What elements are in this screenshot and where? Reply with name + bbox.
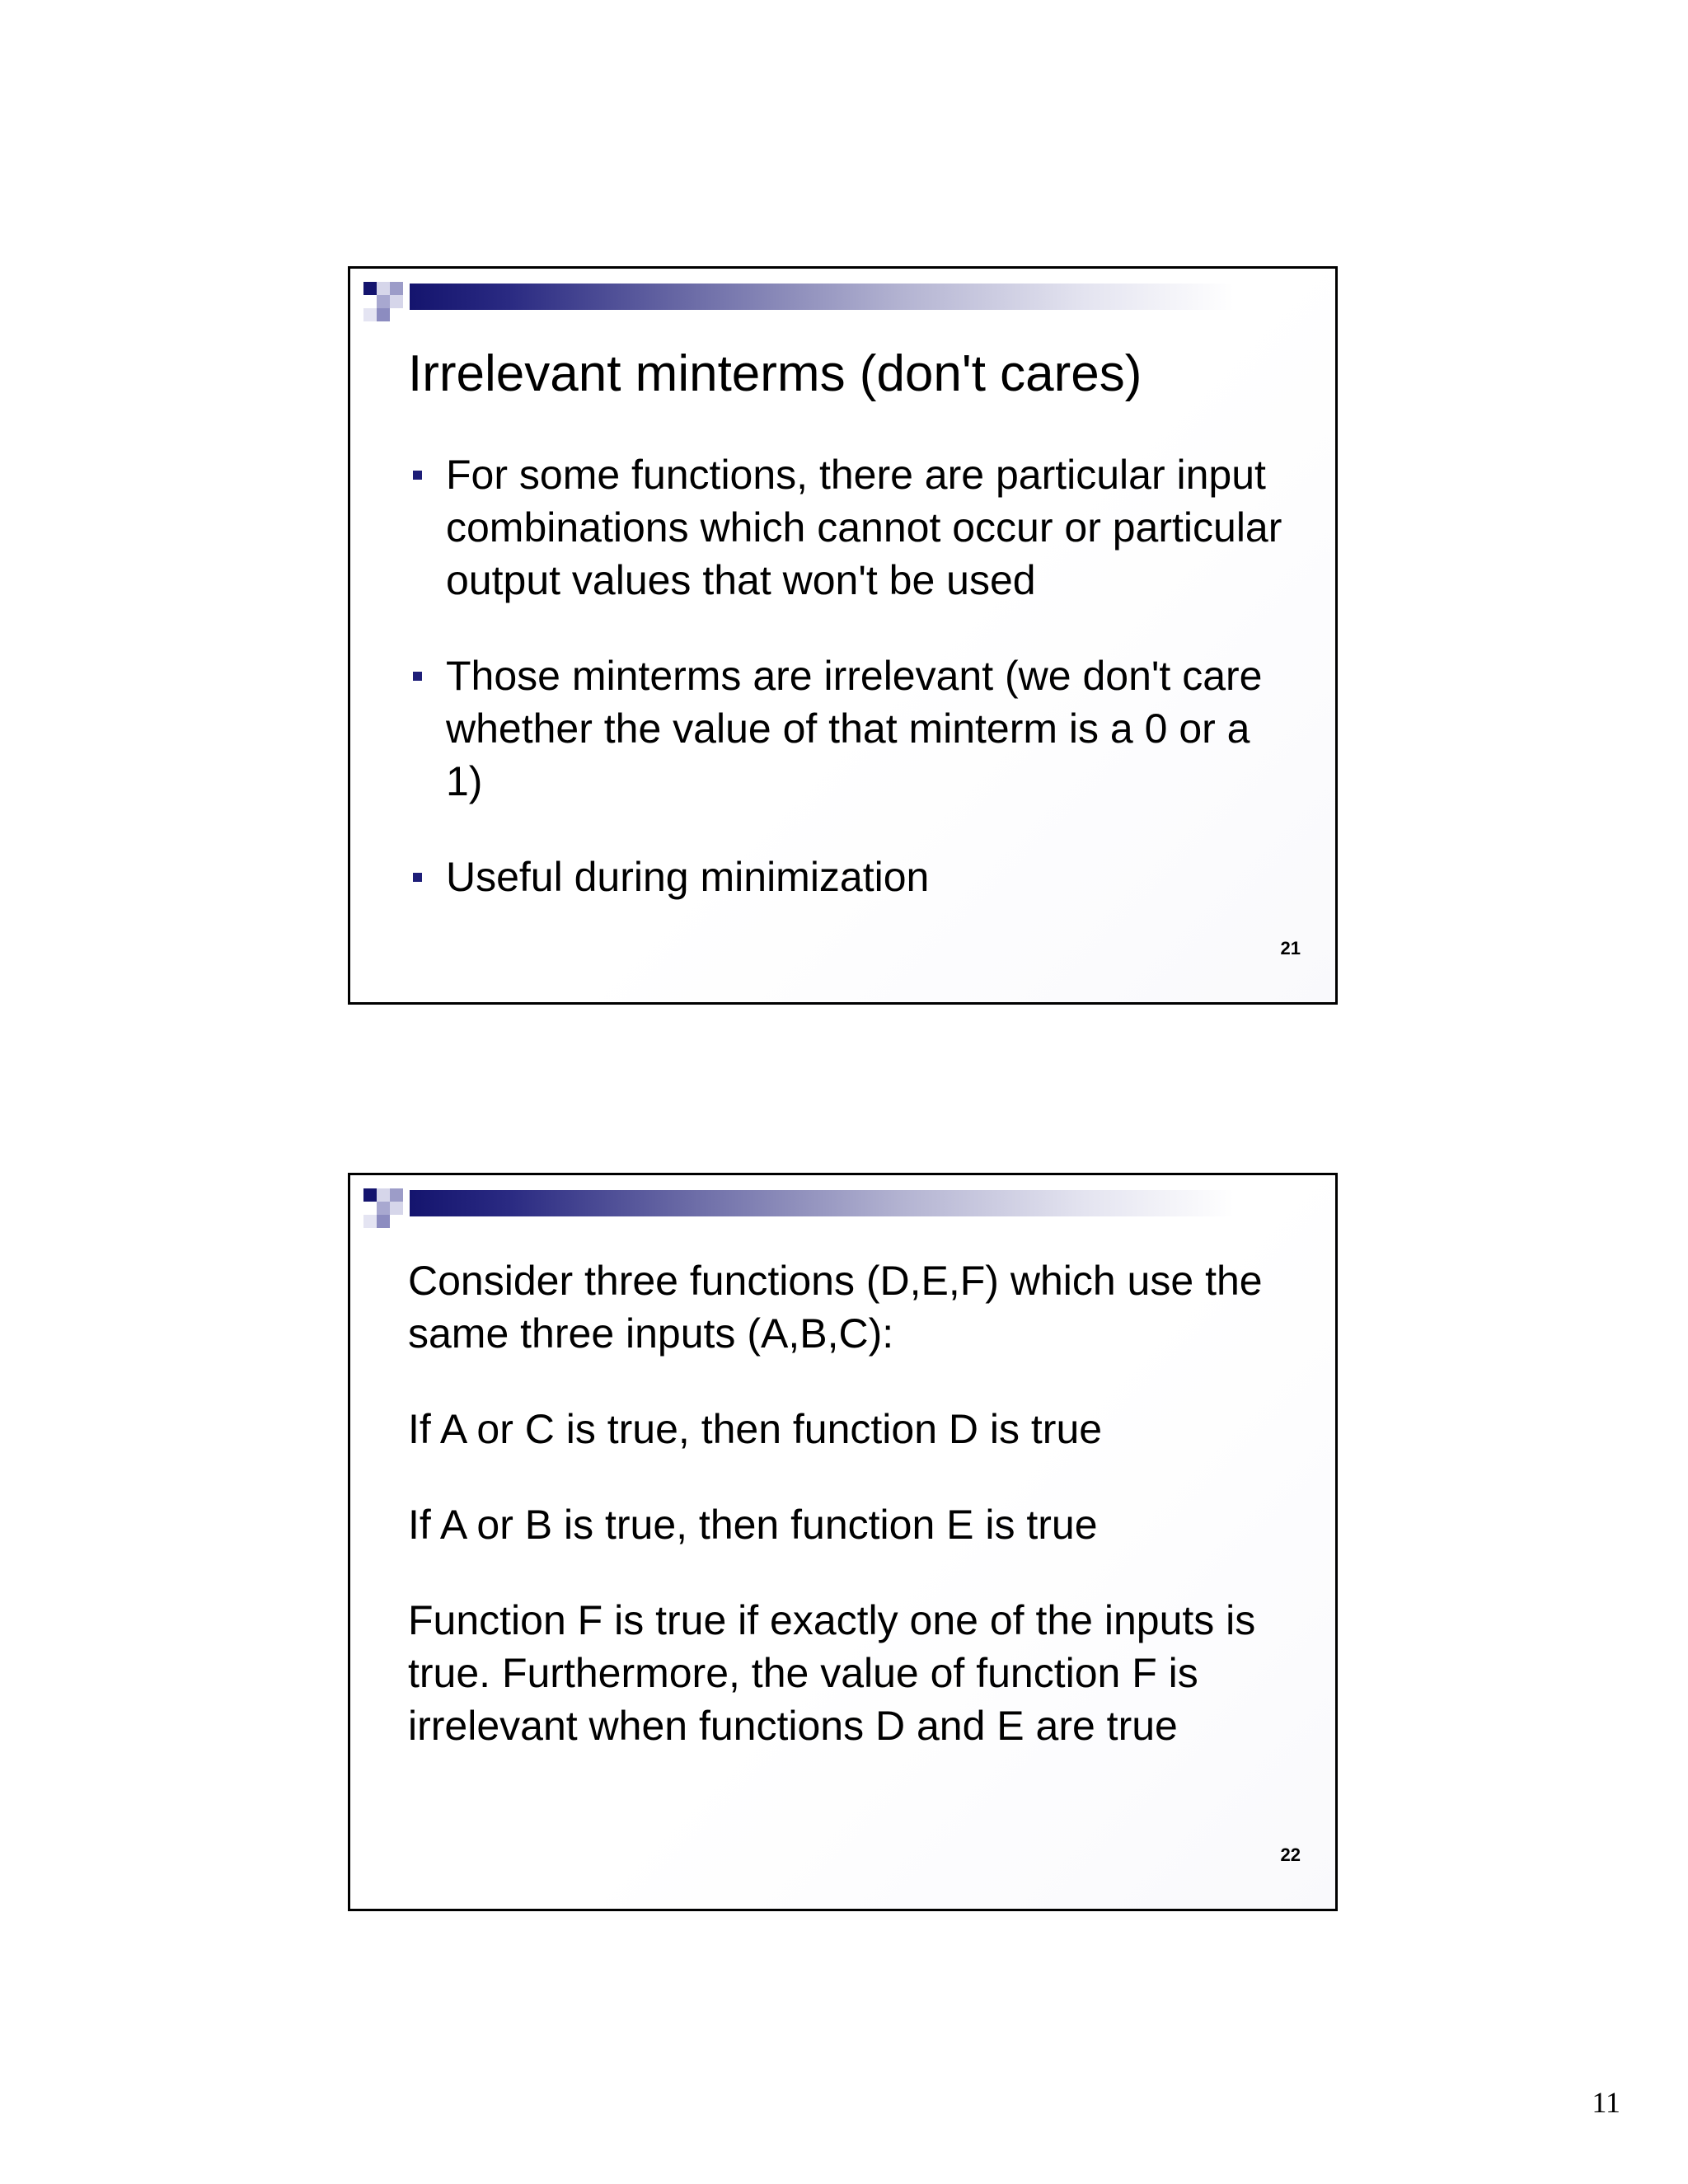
deco-square [363,1188,377,1202]
page-number: 11 [1592,2086,1620,2119]
deco-square [377,295,390,308]
bullet-item [408,649,1290,808]
slide-number: 21 [1280,938,1301,958]
deco-square [377,1215,390,1228]
bullet-item [408,851,1290,903]
bullet-list [408,448,1290,946]
deco-square [377,282,390,295]
bullet-text: Those minterms are irrelevant (we don't care whether the value of that minterm is a 0 or a 1) [446,653,1263,804]
bullet-square-icon [413,672,422,681]
deco-square [363,308,377,321]
deco-square [377,1202,390,1215]
deco-square [363,282,377,295]
slide-22 [348,1173,1338,1911]
slide-body [408,1254,1298,1795]
slide-21 [348,266,1338,1005]
deco-square [363,1215,377,1228]
body-paragraph: If A or B is true, then function E is true [408,1502,1098,1548]
deco-square [377,1188,390,1202]
body-paragraph: If A or C is true, then function D is true [408,1406,1103,1452]
deco-square [390,295,403,308]
slide-number: 22 [1280,1844,1301,1865]
header-gradient-bar [410,1190,1234,1216]
bullet-item [408,448,1290,607]
deco-square [390,1188,403,1202]
slide-title: Irrelevant minterms (don't cares) [408,345,1142,402]
bullet-text: For some functions, there are particular input combinations which cannot occur or particular output values that won't be used [446,452,1282,603]
body-paragraph: Consider three functions (D,E,F) which use the same three inputs (A,B,C): [408,1258,1263,1357]
deco-square [377,308,390,321]
body-paragraph: Function F is true if exactly one of the inputs is true. Furthermore, the value of function F is irrelevant when functions D and E are true [408,1597,1256,1749]
header-gradient-bar [410,284,1234,310]
deco-square [390,282,403,295]
slide-header-decoration [350,269,1338,335]
deco-square [390,1202,403,1215]
bullet-square-icon [413,873,422,882]
slide-header-decoration [350,1175,1338,1241]
bullet-square-icon [413,471,422,480]
bullet-text: Useful during minimization [446,854,930,900]
